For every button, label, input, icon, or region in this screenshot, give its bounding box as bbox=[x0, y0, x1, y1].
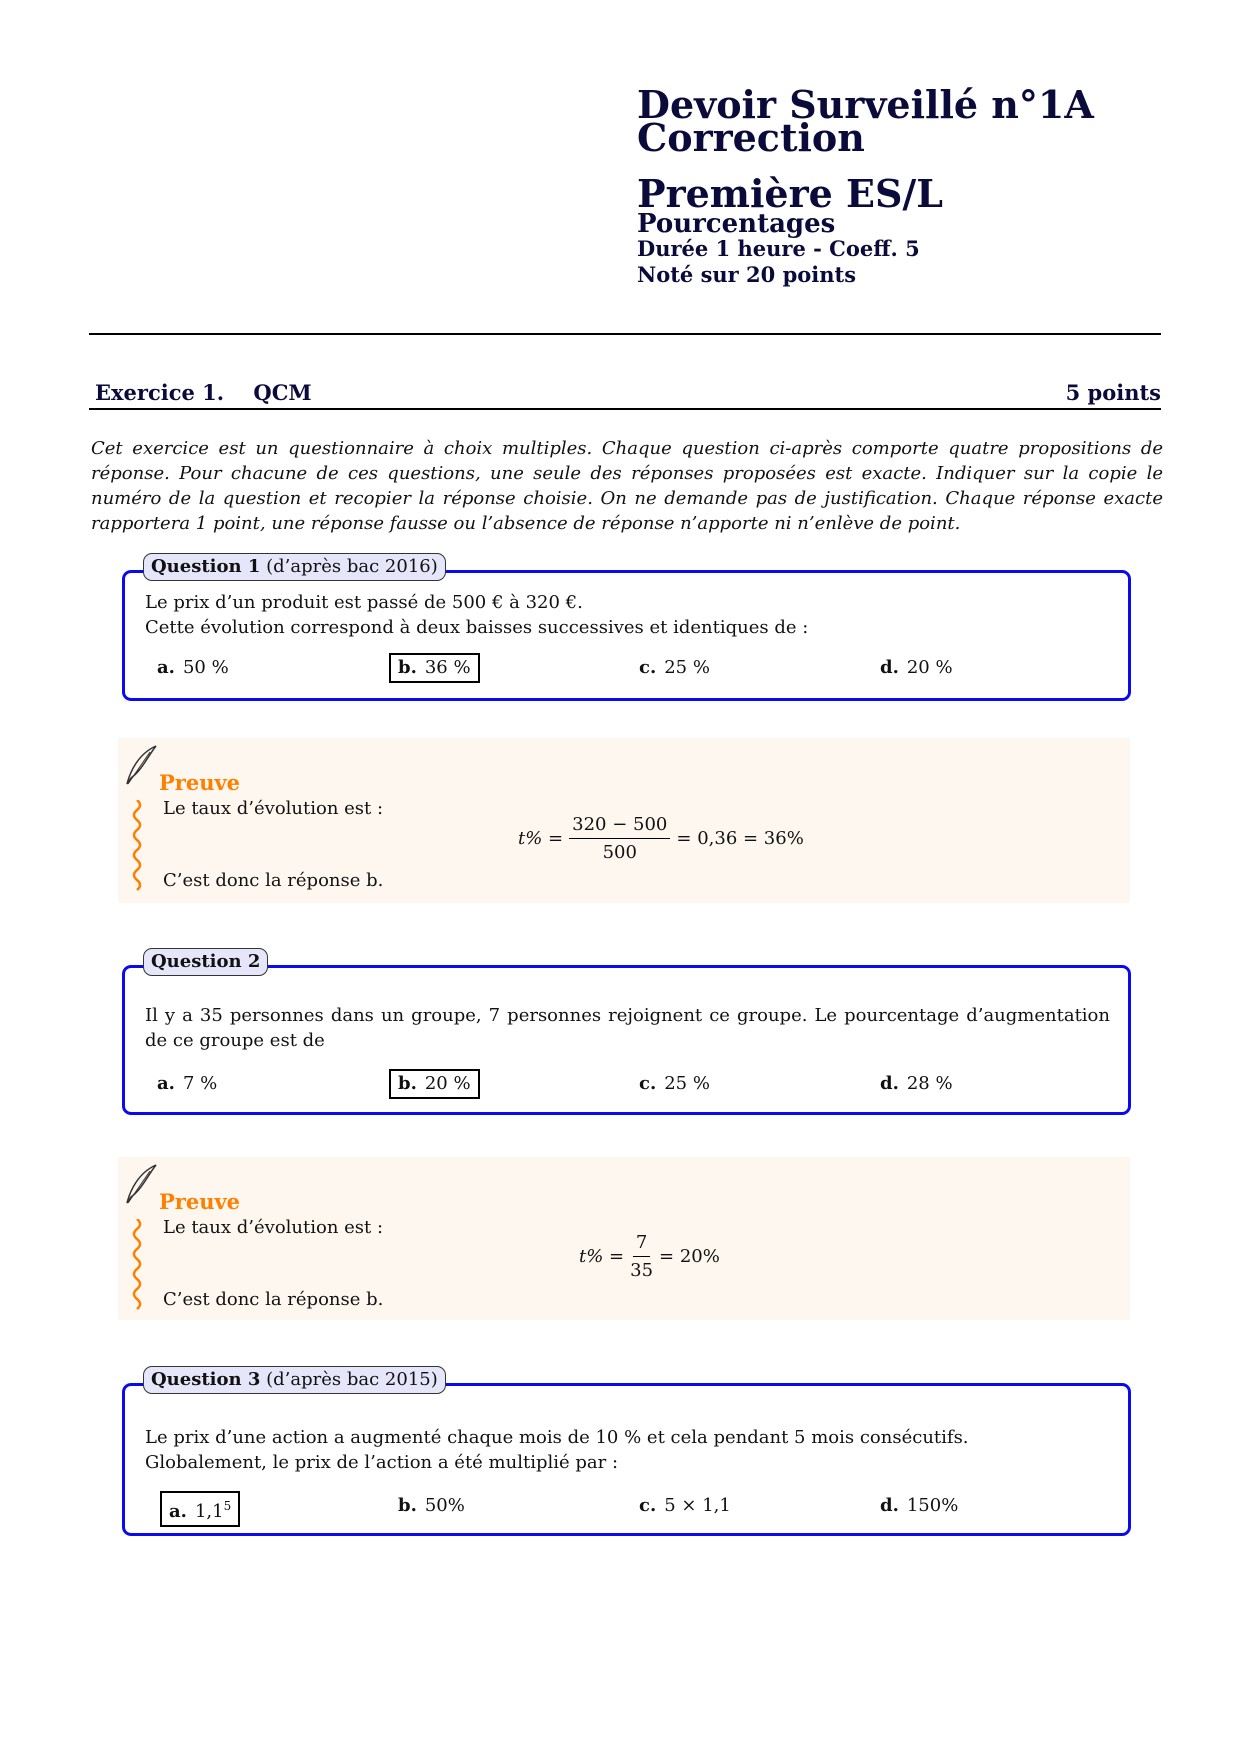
numerator: 320 − 500 bbox=[569, 814, 670, 839]
wavy-line-icon bbox=[130, 1219, 144, 1314]
feather-icon bbox=[124, 1163, 158, 1205]
choice-d: d. 28 % bbox=[880, 1073, 953, 1094]
denominator: 35 bbox=[630, 1260, 654, 1281]
choice-b-correct: b. 20 % bbox=[389, 1069, 480, 1099]
grading: Noté sur 20 points bbox=[637, 262, 857, 287]
doc-subtitle: Correction bbox=[637, 115, 865, 160]
denominator: 500 bbox=[602, 842, 637, 863]
question-box bbox=[122, 556, 1131, 701]
formula-rhs: = 20% bbox=[659, 1246, 720, 1267]
question-text: Il y a 35 personnes dans un groupe, 7 personnes rejoignent ce groupe. Le pourcentage d’augmentation de ce groupe est de bbox=[145, 1005, 1110, 1051]
topic: Pourcentages bbox=[637, 209, 836, 239]
proof-intro: Le taux d’évolution est : bbox=[163, 798, 384, 819]
exercise-title: QCM bbox=[253, 380, 312, 405]
proof-box bbox=[118, 1157, 1130, 1320]
proof-box bbox=[118, 738, 1130, 903]
exercise-intro: Cet exercice est un questionnaire à choix multiples. Chaque question ci-après comporte quatre propositions de réponse. Pour chacune de ces questions, une seule des réponses proposées est exacte. Indiquer sur la copie le numéro de la question et recopier la réponse choisie. On ne demande pas de justification. Chaque réponse exacte rapportera 1 point, une réponse fausse ou l’absence de réponse n’apporte ni n’enlève de point. bbox=[91, 438, 1163, 534]
fraction bbox=[630, 1232, 653, 1281]
choice-d: d. 20 % bbox=[880, 657, 953, 678]
wavy-line-icon bbox=[130, 800, 144, 895]
question-label bbox=[143, 553, 446, 581]
question-line: Le prix d’une action a augmenté chaque mois de 10 % et cela pendant 5 mois consécutifs. bbox=[145, 1427, 969, 1448]
choice-a-correct: a. $1,1^5$ bbox=[160, 1491, 240, 1527]
choice-c: c. 5 × 1,1 bbox=[639, 1495, 731, 1516]
choice-c: c. 25 % bbox=[639, 1073, 710, 1094]
proof-intro: Le taux d’évolution est : bbox=[163, 1217, 384, 1238]
choice-d: d. 150% bbox=[880, 1495, 959, 1516]
numerator: 7 bbox=[633, 1232, 650, 1257]
header-divider bbox=[89, 333, 1161, 335]
fraction bbox=[569, 814, 670, 863]
question-number: Question 3 bbox=[151, 1369, 261, 1390]
formula-rhs: = 0,36 = 36% bbox=[676, 828, 804, 849]
exercise-number: Exercice 1. bbox=[95, 380, 225, 405]
choice-a: a. 7 % bbox=[157, 1073, 218, 1094]
exercise-underline bbox=[89, 408, 1161, 410]
proof-title: Preuve bbox=[159, 770, 241, 795]
choice-a: a. 50 % bbox=[157, 657, 229, 678]
proof-formula bbox=[579, 1232, 720, 1281]
question-box bbox=[122, 1369, 1131, 1536]
choice-c: c. 25 % bbox=[639, 657, 710, 678]
choice-b-correct: b. 36 % bbox=[389, 653, 480, 683]
question-label bbox=[143, 1366, 446, 1394]
question-line: Globalement, le prix de l’action a été multiplié par : bbox=[145, 1452, 619, 1473]
question-text bbox=[145, 590, 1110, 640]
proof-formula bbox=[518, 814, 804, 863]
question-line: Le prix d’un produit est passé de 500 € à 320 €. bbox=[145, 592, 583, 613]
formula-lhs: t% = bbox=[518, 828, 564, 849]
question-number: Question 1 bbox=[151, 556, 261, 577]
duration: Durée 1 heure - Coeff. 5 bbox=[637, 236, 920, 261]
exercise-points: 5 points bbox=[1065, 380, 1161, 405]
exercise-heading bbox=[95, 380, 1161, 405]
question-line: Cette évolution correspond à deux baisses successives et identiques de : bbox=[145, 617, 809, 638]
question-source: (d’après bac 2015) bbox=[266, 1369, 438, 1390]
proof-conclusion: C’est donc la réponse b. bbox=[163, 870, 384, 891]
question-text bbox=[145, 1425, 1110, 1475]
proof-conclusion: C’est donc la réponse b. bbox=[163, 1289, 384, 1310]
question-label bbox=[143, 948, 268, 976]
doc-title: Devoir Surveillé n°1A bbox=[637, 82, 1094, 127]
question-source: (d’après bac 2016) bbox=[266, 556, 438, 577]
question-number: Question 2 bbox=[151, 951, 261, 972]
proof-title: Preuve bbox=[159, 1189, 241, 1214]
choice-b: b. 50% bbox=[398, 1495, 465, 1516]
question-box bbox=[122, 951, 1131, 1115]
formula-lhs: t% = bbox=[579, 1246, 625, 1267]
feather-icon bbox=[124, 744, 158, 786]
class-name: Première ES/L bbox=[637, 171, 944, 216]
